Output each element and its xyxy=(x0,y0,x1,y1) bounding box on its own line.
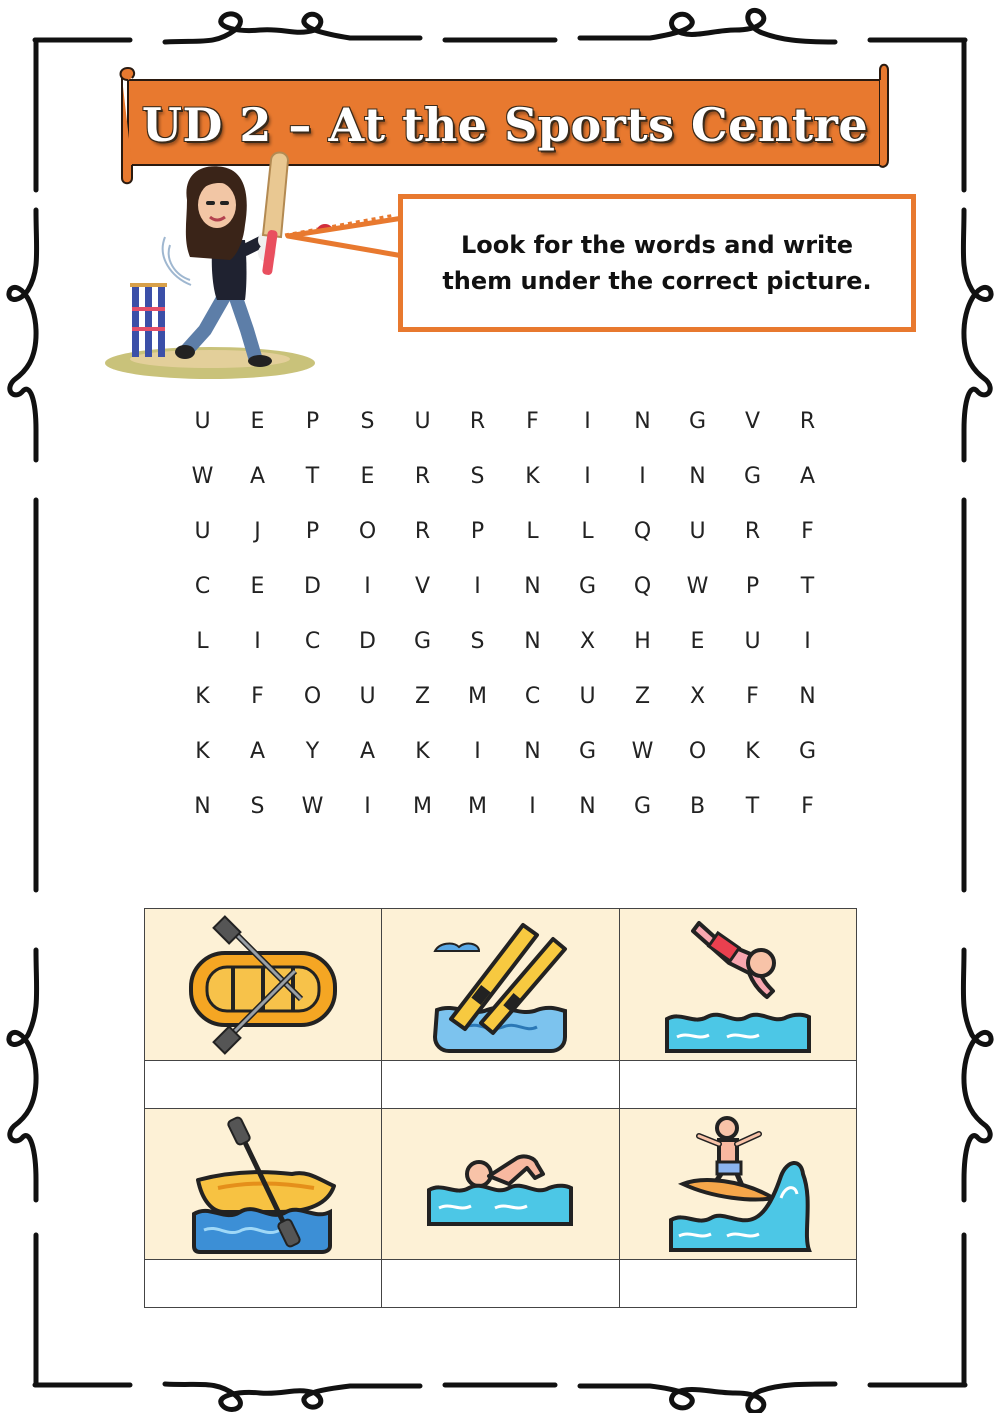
grid-letter: G xyxy=(633,794,652,819)
grid-letter: I xyxy=(529,794,536,819)
answer-cell-4[interactable] xyxy=(145,1259,382,1307)
grid-letter: G xyxy=(578,574,597,599)
grid-letter: I xyxy=(474,574,481,599)
grid-letter: A xyxy=(799,464,816,489)
grid-letter: F xyxy=(746,684,759,709)
picture-cell-swimming xyxy=(382,1109,619,1259)
grid-letter: I xyxy=(804,629,811,654)
grid-letter: G xyxy=(798,739,817,764)
surfing-icon xyxy=(663,1114,813,1254)
grid-letter: T xyxy=(745,794,760,819)
grid-letter: R xyxy=(744,519,761,544)
grid-letter: W xyxy=(191,464,214,489)
grid-letter: K xyxy=(195,684,210,709)
grid-letter: S xyxy=(470,464,485,489)
grid-letter: A xyxy=(249,739,266,764)
grid-letter: L xyxy=(196,629,209,654)
grid-letter: U xyxy=(194,409,211,434)
picture-cell-diving xyxy=(619,909,856,1061)
grid-letter: F xyxy=(801,794,814,819)
grid-letter: O xyxy=(358,519,377,544)
answer-cell-3[interactable] xyxy=(619,1061,856,1109)
grid-letter: S xyxy=(250,794,265,819)
instruction-line-2: them under the correct picture. xyxy=(442,267,872,295)
instruction-line-1: Look for the words and write xyxy=(460,231,853,259)
grid-letter: L xyxy=(581,519,594,544)
diving-icon xyxy=(663,915,813,1055)
grid-letter: N xyxy=(524,574,541,599)
grid-letter: P xyxy=(745,574,760,599)
grid-letter: V xyxy=(744,409,761,434)
grid-letter: W xyxy=(631,739,654,764)
page-title: UD 2 – At the Sports Centre xyxy=(141,98,869,152)
answer-cell-5[interactable] xyxy=(382,1259,619,1307)
instruction-text xyxy=(422,227,892,299)
grid-letter: M xyxy=(468,794,487,819)
grid-letter: N xyxy=(524,739,541,764)
grid-letter: C xyxy=(304,629,321,654)
grid-letter: U xyxy=(414,409,431,434)
grid-letter: F xyxy=(251,684,264,709)
grid-letter: P xyxy=(305,519,320,544)
grid-letter: R xyxy=(414,519,431,544)
rafting-icon xyxy=(183,915,343,1055)
grid-letter: N xyxy=(579,794,596,819)
grid-letter: I xyxy=(584,464,591,489)
grid-letter: Q xyxy=(633,574,652,599)
grid-letter: H xyxy=(634,629,651,654)
grid-letter: T xyxy=(305,464,320,489)
picture-cell-kayaking xyxy=(145,1109,382,1259)
grid-letter: F xyxy=(526,409,539,434)
grid-letter: G xyxy=(743,464,762,489)
grid-letter: S xyxy=(360,409,375,434)
grid-letter: G xyxy=(578,739,597,764)
word-search-grid xyxy=(175,394,835,834)
picture-cell-rafting xyxy=(145,909,382,1061)
grid-letter: U xyxy=(359,684,376,709)
grid-letter: W xyxy=(301,794,324,819)
grid-letter: N xyxy=(524,629,541,654)
grid-letter: A xyxy=(249,464,266,489)
grid-letter: N xyxy=(799,684,816,709)
grid-letter: R xyxy=(469,409,486,434)
grid-letter: L xyxy=(526,519,539,544)
grid-letter: S xyxy=(470,629,485,654)
grid-letter: Z xyxy=(634,684,651,709)
picture-cell-surfing xyxy=(619,1109,856,1259)
grid-letter: W xyxy=(686,574,709,599)
grid-letter: E xyxy=(250,409,265,434)
answer-cell-1[interactable] xyxy=(145,1061,382,1109)
grid-letter: R xyxy=(799,409,816,434)
grid-letter: D xyxy=(359,629,376,654)
instruction-box xyxy=(398,194,916,332)
grid-letter: E xyxy=(360,464,375,489)
grid-letter: V xyxy=(414,574,431,599)
grid-letter: E xyxy=(250,574,265,599)
answer-cell-6[interactable] xyxy=(619,1259,856,1307)
grid-letter: E xyxy=(690,629,705,654)
grid-letter: G xyxy=(413,629,432,654)
grid-letter: A xyxy=(359,739,376,764)
grid-letter: N xyxy=(634,409,651,434)
grid-letter: I xyxy=(584,409,591,434)
grid-letter: Y xyxy=(305,739,320,764)
grid-letter: K xyxy=(745,739,760,764)
speech-bubble-tail xyxy=(280,208,410,268)
grid-letter: I xyxy=(474,739,481,764)
grid-letter: T xyxy=(800,574,815,599)
grid-letter: K xyxy=(525,464,540,489)
grid-letter: U xyxy=(579,684,596,709)
grid-letter: I xyxy=(364,574,371,599)
picture-cell-water-skiing xyxy=(382,909,619,1061)
grid-letter: I xyxy=(639,464,646,489)
grid-letter: C xyxy=(524,684,541,709)
grid-letter: P xyxy=(470,519,485,544)
grid-letter: B xyxy=(689,794,706,819)
grid-letter: P xyxy=(305,409,320,434)
grid-letter: Z xyxy=(414,684,431,709)
grid-letter: I xyxy=(254,629,261,654)
grid-letter: F xyxy=(801,519,814,544)
water-skiing-icon xyxy=(425,915,575,1055)
grid-letter: K xyxy=(415,739,430,764)
kayaking-icon xyxy=(188,1114,338,1254)
grid-letter: C xyxy=(194,574,211,599)
grid-letter: U xyxy=(744,629,761,654)
grid-letter: X xyxy=(579,629,596,654)
grid-letter: K xyxy=(195,739,210,764)
grid-letter: M xyxy=(413,794,432,819)
grid-letter: Q xyxy=(633,519,652,544)
grid-letter: G xyxy=(688,409,707,434)
swimming-icon xyxy=(425,1114,575,1254)
grid-letter: D xyxy=(304,574,321,599)
grid-letter: N xyxy=(194,794,211,819)
grid-letter: U xyxy=(689,519,706,544)
grid-letter: M xyxy=(468,684,487,709)
grid-letter: R xyxy=(414,464,431,489)
grid-letter: I xyxy=(364,794,371,819)
grid-letter: J xyxy=(254,519,261,544)
grid-letter: U xyxy=(194,519,211,544)
grid-letter: O xyxy=(303,684,322,709)
grid-letter: O xyxy=(688,739,707,764)
grid-letter: X xyxy=(689,684,706,709)
answer-cell-2[interactable] xyxy=(382,1061,619,1109)
picture-answer-table xyxy=(144,908,857,1308)
grid-letter: N xyxy=(689,464,706,489)
